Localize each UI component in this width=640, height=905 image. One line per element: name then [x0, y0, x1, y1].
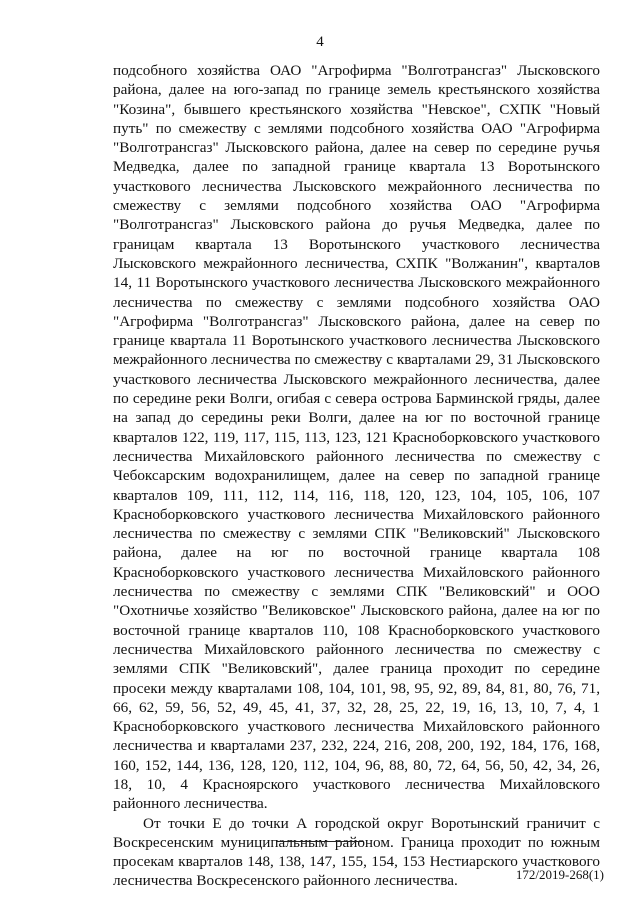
footer-divider — [277, 841, 363, 842]
page-number: 4 — [316, 34, 324, 50]
document-code: 172/2019-268(1) — [515, 867, 604, 882]
paragraph-continuation: подсобного хозяйства ОАО "Агрофирма "Волготрансгаз" Лысковского района, далее на юго-запад по границе земель крестьянского хозяйства "Козина", бывшего крестьянского хозяйства "Невское", СХПК "Новый путь" по смежеству с землями подсобного хозяйства ОАО "Агрофирма "Волготрансгаз" Лысковского района, далее на север по середине ручья Медведка, далее по западной границе квартала 13 Воротынского участкового лесничества Лысковского межрайонного лесничества по смежеству с землями подсобного хозяйства ОАО "Агрофирма "Волготрансгаз" Лысковского района до ручья Медведка, далее по границам квартала 13 Воротынского участкового лесничества Лысковского межрайонного лесничества, СХПК "Волжанин", кварталов 14, 11 Воротынского участкового лесничества Лысковского межрайонного лесничества по смежеству с землями подсобного хозяйства ОАО "Агрофирма "Волготрансгаз" Лысковского района, далее на север по границе квартала 11 Воротынского участкового лесничества Лысковского межрайонного лесничества по смежеству с кварталами 29, 31 Лысковского участкового лесничества Лысковского межрайонного лесничества, далее по середине реки Волги, огибая с севера острова Барминской гряды, далее на запад до середины реки Волги, далее на юг по восточной границе кварталов 122, 119, 117, 115, 113, 123, 121 Красноборковского участкового лесничества Михайловского районного лесничества по смежеству с Чебоксарским водохранилищем, далее на север по западной границе кварталов 109, 111, 112, 114, 116, 118, 120, 123, 104, 105, 106, 107 Красноборковского участкового лесничества Михайловского районного лесничества по смежеству с землями СПК "Великовский" Лысковского района, далее на юг по восточной границе квартала 108 Красноборковского участкового лесничества Михайловского районного лесничества по смежеству с землями СПК "Великовский" и ООО "Охотничье хозяйство "Великовское" Лысковского района, далее на юг по восточной границе кварталов 110, 108 Красноборковского участкового лесничества Михайловского районного лесничества по смежеству с землями СПК "Великовский", далее граница проходит по середине просеки между кварталами 108, 104, 101, 98, 95, 92, 89, 84, 81, 80, 76, 71, 66, 62, 59, 56, 52, 49, 45, 41, 37, 32, 28, 25, 22, 19, 16, 13, 10, 7, 4, 1 Красноборковского участкового лесничества Михайловского районного лесничества и кварталами 237, 232, 224, 216, 208, 200, 192, 184, 176, 168, 160, 152, 144, 136, 128, 120, 112, 104, 96, 88, 80, 72, 64, 56, 50, 42, 34, 26, 18, 10, 4 Красноярского участкового лесничества Михайловского районного лесничества. — [113, 62, 600, 813]
body-text — [113, 61, 600, 891]
paragraph-boundary-e-a: От точки Е до точки А городской округ Воротынский граничит с Воскресенским муниципальным районом. Граница проходит по южным просекам кварталов 148, 138, 147, 155, 154, 153 Нестиарского участкового лесничества Воскресенского районного лесничества. — [113, 814, 600, 890]
